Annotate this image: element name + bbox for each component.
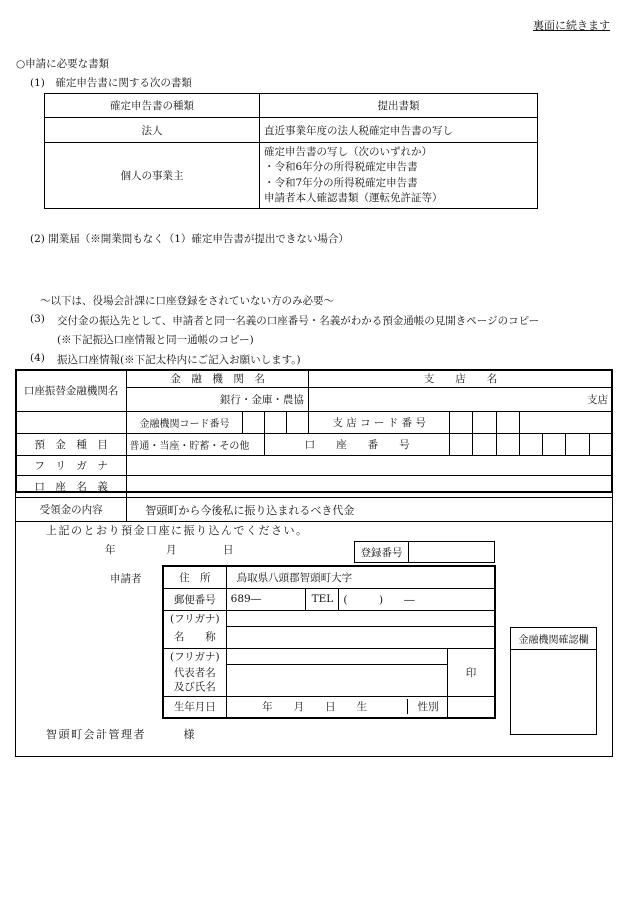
row-indiv-docs (260, 143, 538, 209)
furigana1-label: (フリガナ) (163, 610, 226, 626)
branch-suffix: 支店 (587, 394, 608, 406)
item4-text: 振込口座情報(※下記太枠内にご記入お願いします。) (57, 354, 301, 366)
blank-cell (16, 412, 127, 434)
rep-furigana-input[interactable] (226, 648, 447, 664)
bank-confirm-box (510, 627, 597, 735)
item3-num: (3) (30, 313, 45, 325)
rep-label-line1: 代表者名 (173, 666, 216, 679)
continue-note: 裏面に続きます (533, 19, 610, 32)
applicant-table (162, 565, 496, 719)
account-holder-input[interactable] (127, 476, 613, 498)
indiv-doc-line: 申請者本人確認書類（運転免許証等） (264, 192, 443, 204)
postal-input[interactable] (226, 588, 306, 610)
indiv-doc-line: ・令和7年分の所得税確定申告書 (264, 176, 418, 189)
birth-label: 生年月日 (163, 696, 226, 718)
fin-code-box[interactable] (264, 412, 286, 434)
deposit-options[interactable]: 普通・当座・貯蓄・その他 (127, 434, 264, 456)
rep-label-line2: 及び氏名 (173, 680, 216, 693)
item1-label: (1) 確定申告書に関する次の書類 (30, 77, 192, 89)
indiv-doc-line: 確定申告書の写し（次のいずれか） (264, 145, 432, 158)
fin-types: 銀行・金庫・農協 (219, 394, 304, 406)
tel-input[interactable] (339, 588, 495, 610)
branch-code-box[interactable] (496, 412, 519, 434)
account-holder-label: 口 座 名 義 (16, 476, 127, 498)
branch-code-box[interactable] (450, 412, 473, 434)
account-no-box[interactable] (473, 434, 496, 456)
registration-box (354, 541, 495, 563)
date-day: 日 (223, 544, 234, 556)
date-year: 年 (105, 544, 116, 556)
indiv-doc-line: ・令和6年分の所得税確定申告書 (264, 161, 418, 173)
fin-inst-input[interactable] (127, 388, 309, 412)
fin-code-box[interactable] (242, 412, 264, 434)
seal-cell[interactable] (448, 648, 495, 696)
receipt-label: 受領金の内容 (16, 498, 127, 522)
fin-inst-header: 金 融 機 関 名 (127, 370, 309, 388)
branch-code-box[interactable] (473, 412, 496, 434)
tel-value: ( ) ― (343, 593, 415, 606)
item3-line2: (※下記振込口座情報と同一通帳のコピー) (57, 334, 254, 346)
date-month: 月 (166, 544, 177, 556)
name-furigana-input[interactable] (226, 610, 495, 626)
item3-line1: 交付金の振込先として、申請者と同一名義の口座番号・名義がわかる預金通帳の見開きページのコピー (57, 315, 540, 327)
account-no-box[interactable] (450, 434, 473, 456)
row-corp-type: 法人 (45, 118, 260, 143)
rep-label (163, 664, 226, 696)
notice-text: ～以下は、役場会計課に口座登録をされていない方のみ必要～ (40, 295, 334, 307)
row-corp-doc: 直近事業年度の法人税確定申告書の写し (260, 118, 538, 143)
col-header-type: 確定申告書の種類 (45, 94, 260, 118)
branch-code-label: 支 店 コ ー ド 番 号 (308, 412, 449, 434)
rep-name-input[interactable] (226, 664, 447, 696)
gender-label: 性別 (407, 699, 439, 714)
name-input[interactable] (226, 626, 495, 648)
accounting-manager: 智頭町会計管理者 様 (46, 728, 196, 741)
reg-no-input[interactable] (409, 542, 495, 563)
seal-mark: 印 (465, 666, 477, 679)
account-no-box[interactable] (496, 434, 519, 456)
reg-no-label: 登録番号 (355, 542, 409, 563)
furigana-input[interactable] (127, 456, 613, 476)
section-title: ○申請に必要な書類 (16, 58, 110, 70)
gender-input[interactable] (448, 696, 495, 718)
furigana-label: フ リ ガ ナ (16, 456, 127, 476)
tel-label: TEL (306, 588, 339, 610)
bank-confirm-input[interactable] (511, 650, 597, 735)
row-indiv-type: 個人の事業主 (45, 143, 260, 209)
deposit-type-label: 預 金 種 目 (16, 434, 127, 456)
account-no-label: 口 座 番 号 (264, 434, 450, 456)
account-no-box[interactable] (519, 434, 542, 456)
furigana2-label: (フリガナ) (163, 648, 226, 664)
postal-label: 郵便番号 (163, 588, 226, 610)
birth-input[interactable] (226, 696, 447, 718)
name-label: 名 称 (163, 626, 226, 648)
postal-value: 689― (230, 593, 262, 605)
bank-name-label: 口座振替金融機関名 (16, 370, 127, 412)
address-value: 鳥取県八頭郡智頭町大字 (236, 571, 353, 584)
branch-header: 支 店 名 (308, 370, 612, 388)
applicant-label: 申請者 (110, 573, 142, 585)
bank-confirm-label: 金融機関確認欄 (511, 628, 597, 650)
fin-code-label: 金融機関コード番号 (127, 412, 242, 434)
bank-info-table (15, 369, 613, 522)
account-no-box[interactable] (589, 434, 612, 456)
birth-value: 年 月 日 生 (262, 701, 368, 714)
item4-num: (4) (30, 352, 45, 364)
account-no-box[interactable] (565, 434, 589, 456)
account-no-box[interactable] (542, 434, 565, 456)
tax-document-table (44, 93, 538, 209)
col-header-docs: 提出書類 (260, 94, 538, 118)
blank-cell (519, 412, 612, 434)
address-label: 住 所 (163, 566, 226, 588)
fin-code-box[interactable] (286, 412, 308, 434)
address-input[interactable] (226, 566, 495, 588)
branch-input[interactable] (308, 388, 612, 412)
request-statement: 上記のとおり預金口座に振り込んでください。 (46, 524, 309, 537)
receipt-value: 智頭町から今後私に振り込まれるべき代金 (127, 498, 613, 522)
item2-label: (2) 開業届（※開業間もなく（1）確定申告書が提出できない場合） (30, 233, 349, 245)
